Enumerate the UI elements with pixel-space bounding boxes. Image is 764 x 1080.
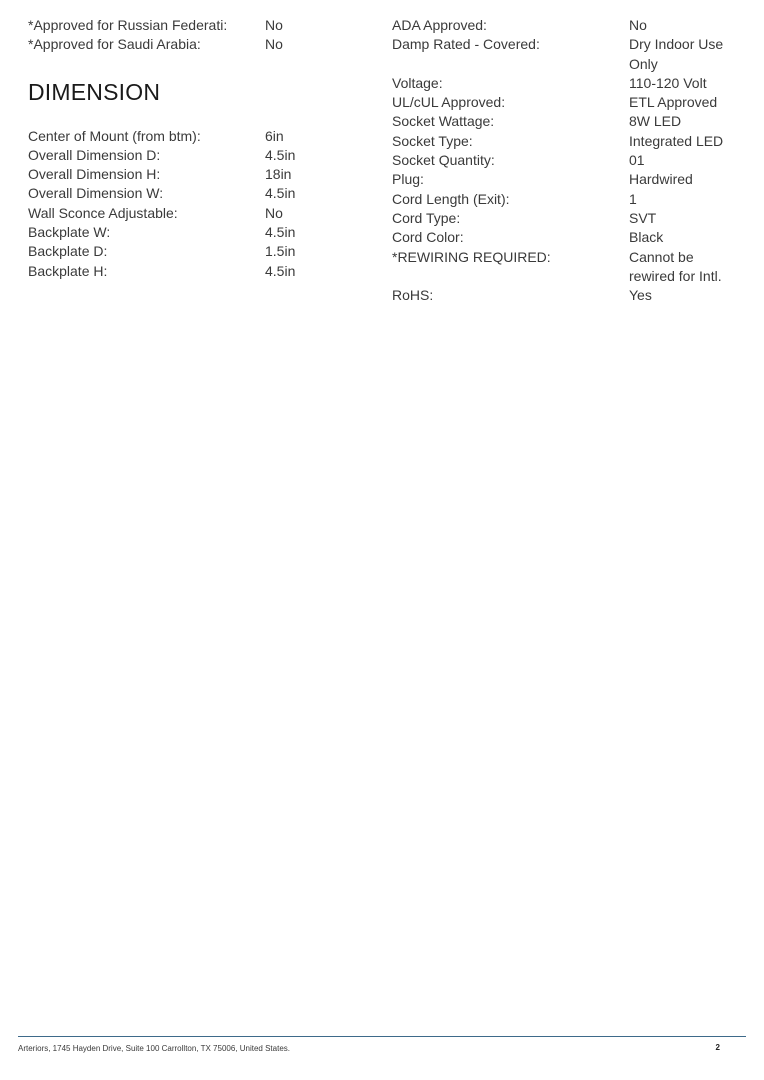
spec-value: 4.5in bbox=[265, 224, 296, 241]
spec-label: UL/cUL Approved: bbox=[392, 94, 506, 111]
right-column bbox=[392, 16, 742, 305]
spec-row-center-mount bbox=[28, 127, 358, 146]
spec-label: Wall Sconce Adjustable: bbox=[28, 204, 178, 221]
spec-value: 4.5in bbox=[265, 262, 296, 279]
spec-value: 1 bbox=[629, 190, 637, 207]
spec-label: *Approved for Saudi Arabia: bbox=[28, 36, 201, 53]
page-number: 2 bbox=[715, 1043, 720, 1052]
spec-row-backplate-w bbox=[28, 223, 358, 242]
spec-value: Hardwired bbox=[629, 171, 693, 188]
spec-value: 8W LED bbox=[629, 113, 682, 130]
spec-row-cord-color bbox=[392, 228, 742, 247]
spec-value: 01 bbox=[629, 152, 645, 169]
spec-row-rewiring bbox=[392, 248, 742, 287]
spec-row-overall-h bbox=[28, 165, 358, 184]
spec-row-overall-w bbox=[28, 184, 358, 203]
spec-label: Cord Type: bbox=[392, 209, 461, 226]
spec-row-ada bbox=[392, 16, 742, 35]
spec-row-cord-type bbox=[392, 209, 742, 228]
spec-value: Integrated LED bbox=[629, 132, 724, 149]
spec-value: 18in bbox=[265, 166, 292, 183]
spec-value: Dry Indoor Use Only bbox=[629, 36, 724, 72]
spec-value: 4.5in bbox=[265, 146, 296, 163]
spec-value: No bbox=[265, 17, 283, 33]
spec-row-socket-quantity bbox=[392, 151, 742, 170]
dimension-heading: DIMENSION bbox=[28, 78, 161, 105]
spec-label: RoHS: bbox=[392, 287, 434, 304]
spec-label: Cord Color: bbox=[392, 229, 464, 246]
spec-label: Damp Rated - Covered: bbox=[392, 36, 540, 53]
spec-label: *Approved for Russian Federati: bbox=[28, 17, 228, 33]
spec-value: 6in bbox=[265, 127, 284, 144]
spec-label: Overall Dimension H: bbox=[28, 166, 161, 183]
left-column bbox=[28, 16, 358, 281]
spec-row-socket-wattage bbox=[392, 112, 742, 131]
spec-label: Socket Type: bbox=[392, 132, 473, 149]
spec-row-rohs bbox=[392, 286, 742, 305]
spec-label: Plug: bbox=[392, 171, 424, 188]
spec-row-sconce-adjustable bbox=[28, 204, 358, 223]
spec-label: Socket Wattage: bbox=[392, 113, 495, 130]
spec-value: Cannot be rewired for Intl. bbox=[629, 248, 722, 284]
spec-row-plug bbox=[392, 170, 742, 189]
spec-label: Backplate W: bbox=[28, 224, 111, 241]
spec-row-socket-type bbox=[392, 132, 742, 151]
spec-value: SVT bbox=[629, 209, 657, 226]
spec-value: Yes bbox=[629, 287, 652, 304]
spec-value: 110-120 Volt bbox=[629, 74, 707, 91]
spec-label: Backplate H: bbox=[28, 262, 108, 279]
spec-value: No bbox=[265, 36, 283, 53]
spec-row-cord-length bbox=[392, 190, 742, 209]
spec-row-russia bbox=[28, 16, 358, 35]
spec-row-voltage bbox=[392, 74, 742, 93]
spec-label: Cord Length (Exit): bbox=[392, 190, 510, 207]
spec-row-overall-d bbox=[28, 146, 358, 165]
spec-label: Overall Dimension W: bbox=[28, 185, 164, 202]
spec-label: ADA Approved: bbox=[392, 17, 487, 33]
spec-value: No bbox=[265, 204, 283, 221]
spec-row-backplate-d bbox=[28, 242, 358, 261]
footer-address: Arteriors, 1745 Hayden Drive, Suite 100 Carrollton, TX 75006, United States. bbox=[18, 1044, 290, 1053]
footer-divider bbox=[18, 1036, 746, 1037]
spec-label: Overall Dimension D: bbox=[28, 146, 161, 163]
spec-value: 1.5in bbox=[265, 243, 296, 260]
spec-value: Black bbox=[629, 229, 664, 246]
spec-label: Socket Quantity: bbox=[392, 152, 495, 169]
spec-value: No bbox=[629, 17, 647, 33]
spec-label: Backplate D: bbox=[28, 243, 108, 260]
spec-label: *REWIRING REQUIRED: bbox=[392, 248, 551, 265]
spec-label: Voltage: bbox=[392, 74, 443, 91]
spec-value: ETL Approved bbox=[629, 94, 718, 111]
spec-value: 4.5in bbox=[265, 185, 296, 202]
spec-row-backplate-h bbox=[28, 262, 358, 281]
spec-row-saudi bbox=[28, 35, 358, 54]
spec-row-damp-rated bbox=[392, 35, 742, 74]
spec-label: Center of Mount (from btm): bbox=[28, 127, 201, 144]
spec-row-ul bbox=[392, 93, 742, 112]
